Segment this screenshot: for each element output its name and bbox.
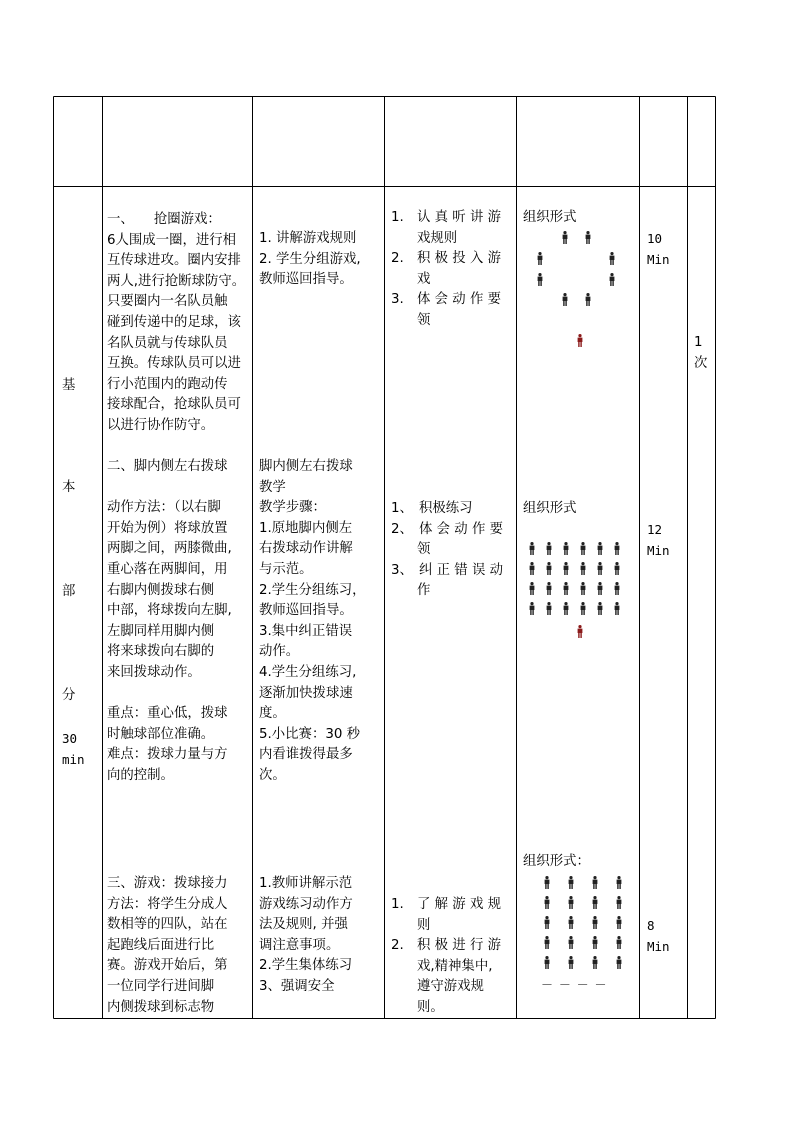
row3-org-title: 组织形式： bbox=[523, 854, 590, 869]
person-figure bbox=[617, 956, 622, 969]
list-item: 1. 认 真 听 讲 游 bbox=[391, 210, 501, 225]
row2-content: 二、脚内侧左右拨球 动作方法：（以右脚 开始为例）将球放置 两脚之间，两膝微曲, 重心落在两脚间，用 右脚内侧拨球右侧 中部，将球拨向左脚, 左脚同样用脚内侧 将来球拨向右脚的 来回拨球动作。 重点：重心低，拨球 时触球部位准确。 难点：拨球力量与方 向的控制。 bbox=[107, 459, 232, 783]
person-figure bbox=[545, 916, 550, 929]
person-figure bbox=[530, 582, 535, 595]
section-char: 分 bbox=[62, 688, 76, 703]
person-figure bbox=[593, 896, 598, 909]
person-figure bbox=[593, 956, 598, 969]
person-figure bbox=[593, 876, 598, 889]
row3-time: 8 Min bbox=[647, 918, 670, 954]
person-figure bbox=[530, 562, 535, 575]
person-figure bbox=[569, 916, 574, 929]
person-figure bbox=[547, 582, 552, 595]
row1-time: 10 Min bbox=[647, 231, 670, 267]
person-figure bbox=[564, 562, 569, 575]
person-figure bbox=[545, 956, 550, 969]
row2-org-title: 组织形式 bbox=[523, 501, 577, 516]
row2-time: 12 Min bbox=[647, 522, 670, 558]
list-item: 2. 积 极 投 入 游 bbox=[391, 251, 501, 267]
person-figure bbox=[598, 562, 603, 575]
person-figure bbox=[547, 562, 552, 575]
circle-formation-figure bbox=[530, 228, 630, 353]
person-figure bbox=[593, 916, 598, 929]
person-figure bbox=[617, 916, 622, 929]
person-figure bbox=[617, 876, 622, 889]
person-figure bbox=[530, 542, 535, 555]
person-figure bbox=[581, 602, 586, 615]
row1-teacher: 1. 讲解游戏规则 2. 学生分组游戏, 教师巡回指导。 bbox=[259, 231, 361, 288]
section-time: 30 min bbox=[62, 731, 85, 767]
person-figure bbox=[569, 896, 574, 909]
person-figure bbox=[615, 582, 620, 595]
person-figure bbox=[569, 876, 574, 889]
person-figure bbox=[564, 602, 569, 615]
row2-teacher: 脚内侧左右拨球 教学 教学步骤： 1.原地脚内侧左 右拨球动作讲解 与示范。 2.学生分组练习， 教师巡回指导。 3.集中纠正错误 动作。 4.学生分组练习, 逐渐加快拨球速 度。 5.小比赛：30 秒 内看谁拨得最多 次。 bbox=[259, 459, 366, 783]
row1-student: 1. 认 真 听 讲 游 戏规则 2. 积 极 投 入 游 戏 3. 体 会 动 作 要 领 bbox=[391, 210, 501, 328]
person-figure bbox=[581, 562, 586, 575]
row1-org-title: 组织形式 bbox=[523, 210, 577, 225]
person-figure bbox=[564, 542, 569, 555]
row1-count: 1 次 bbox=[694, 335, 708, 371]
person-figure bbox=[545, 936, 550, 949]
section-char: 本 bbox=[62, 480, 76, 495]
list-item: 3、 纠 正 错 误 动 bbox=[391, 562, 503, 578]
person-figure bbox=[617, 896, 622, 909]
person-figure bbox=[617, 936, 622, 949]
person-figure bbox=[547, 542, 552, 555]
person-figure bbox=[598, 582, 603, 595]
person-figure bbox=[598, 542, 603, 555]
list-item: 1、 积极练习 bbox=[391, 501, 473, 516]
section-char: 基 bbox=[62, 378, 76, 393]
person-figure bbox=[530, 602, 535, 615]
row3-content: 三、游戏：拨球接力 方法：将学生分成人 数相等的四队，站在 起跑线后面进行比 赛。游戏开始后，第 一位同学行进间脚 内侧拨球到标志物 bbox=[107, 876, 228, 1015]
person-figure bbox=[569, 956, 574, 969]
section-char: 部 bbox=[62, 584, 76, 599]
list-item: 2. 积 极 进 行 游 bbox=[391, 938, 501, 954]
person-figure bbox=[615, 602, 620, 615]
list-item: 2、 体 会 动 作 要 bbox=[391, 521, 503, 537]
row3-teacher: 1.教师讲解示范 游戏练习动作方 法及规则, 并强 调注意事项。 2.学生集体练习 3、强调安全 bbox=[259, 876, 353, 994]
row1-content: 一、 抢圈游戏： 6人围成一圈，进行相 互传球进攻。圈内安排 两人,进行抢断球防守。 只要圈内一名队员触 碰到传递中的足球，该 名队员就与传球队员 互换。传球队员可以进 行小范围内的跑动传 接球配合，抢球队员可 以进行协作防守。 bbox=[107, 212, 246, 433]
row2-student: 1、 积极练习 2、 体 会 动 作 要 领 3、 纠 正 错 误 动 作 bbox=[391, 501, 503, 599]
person-figure bbox=[545, 876, 550, 889]
person-figure bbox=[615, 562, 620, 575]
person-figure bbox=[547, 602, 552, 615]
person-figure bbox=[593, 936, 598, 949]
person-figure bbox=[564, 582, 569, 595]
grid-formation-figure bbox=[524, 540, 624, 645]
person-figure bbox=[615, 542, 620, 555]
person-figure bbox=[581, 582, 586, 595]
relay-formation-figure bbox=[538, 874, 633, 974]
list-item: 3. 体 会 动 作 要 bbox=[391, 292, 501, 308]
row3-dashes: － － － － bbox=[541, 978, 608, 992]
person-figure bbox=[569, 936, 574, 949]
person-figure bbox=[581, 542, 586, 555]
person-figure bbox=[598, 602, 603, 615]
row3-student: 1. 了 解 游 戏 规 则 2. 积 极 进 行 游 戏,精神集中, 遵守游戏规 则。 bbox=[391, 897, 501, 1015]
person-figure bbox=[545, 896, 550, 909]
list-item: 1. 了 解 游 戏 规 bbox=[391, 897, 501, 912]
